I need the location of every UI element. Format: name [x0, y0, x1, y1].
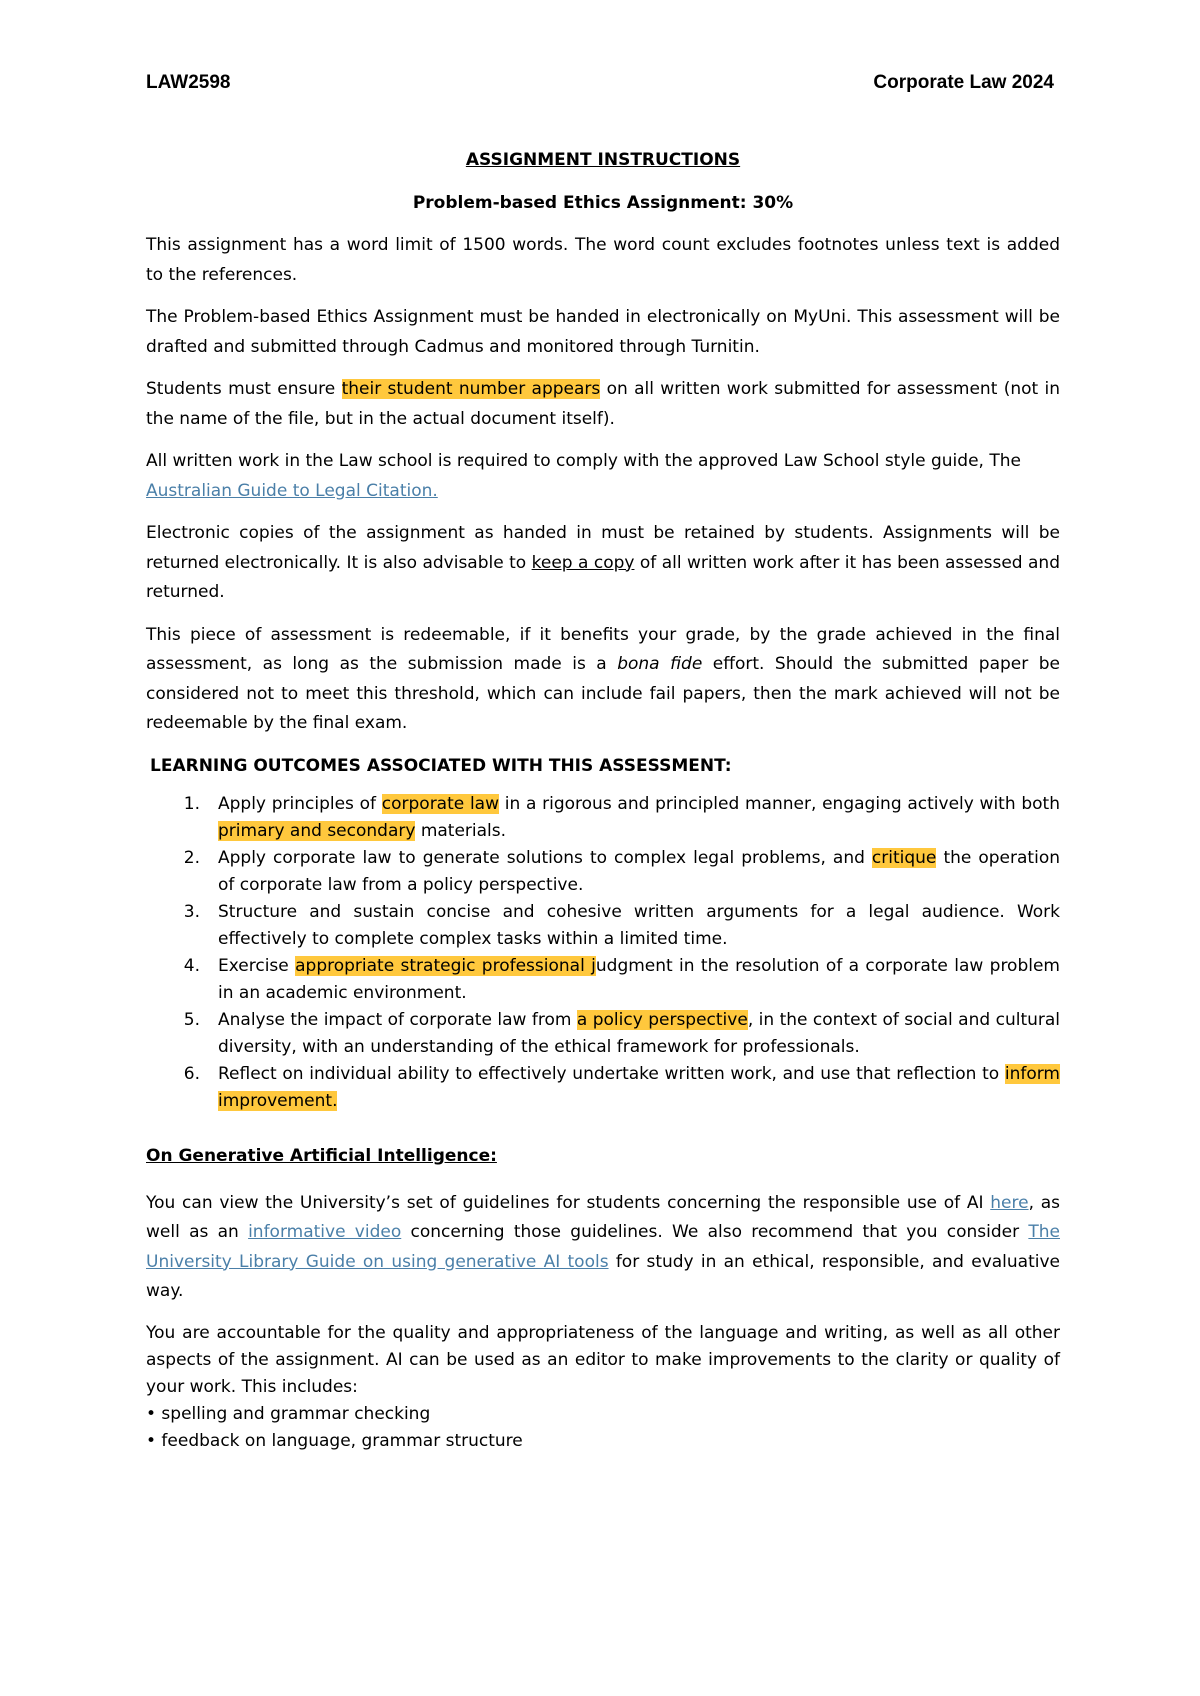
- list-item: 1. Apply principles of corporate law in a rigorous and principled manner, engaging actively with both primary and secondary materials.: [183, 794, 1060, 841]
- ai-uses-list: [146, 1401, 1060, 1455]
- page-header: [146, 72, 1054, 94]
- list-item: 2. Apply corporate law to generate solutions to complex legal problems, and critique the operation of corporate law from a policy perspective.: [183, 848, 1060, 895]
- italic-text: bona fide: [617, 654, 703, 674]
- accountability-paragraph: You are accountable for the quality and appropriateness of the language and writing, as well as all other aspects of the assignment. AI can be used as an editor to make improvements to the clarity or quality of your work. This includes:: [146, 1322, 1060, 1397]
- library-guide-link[interactable]: The University Library Guide on using generative AI tools: [146, 1222, 1060, 1272]
- informative-video-link[interactable]: informative video: [248, 1222, 402, 1242]
- aglc-link[interactable]: Australian Guide to Legal Citation.: [146, 480, 438, 501]
- ai-section-heading: On Generative Artificial Intelligence:: [146, 1146, 497, 1166]
- course-code: LAW2598: [146, 72, 231, 93]
- ai-guidelines-paragraph: You can view the University’s set of guidelines for students concerning the responsible use of AI here, as well as an informative video concerning those guidelines. We also recommend that you consider The University Library Guide on using generative AI tools for study in an ethical, responsible, and evaluative way.: [146, 1192, 1061, 1301]
- style-guide-paragraph: All written work in the Law school is required to comply with the approved Law School style guide, The Australian Guide to Legal Citation.: [146, 451, 1021, 501]
- word-limit-paragraph: This assignment has a word limit of 1500 words. The word count excludes footnotes unless text is added to the references.: [146, 235, 1060, 285]
- guidelines-link[interactable]: here: [990, 1192, 1029, 1213]
- list-item: 4. Exercise appropriate strategic professional judgment in the resolution of a corporate law problem in an academic environment.: [183, 956, 1060, 1003]
- underlined-text: keep a copy: [531, 552, 635, 573]
- submission-paragraph: The Problem-based Ethics Assignment must be handed in electronically on MyUni. This assessment will be drafted and submitted through Cadmus and monitored through Turnitin.: [146, 307, 1060, 357]
- page-title: ASSIGNMENT INSTRUCTIONS: [465, 150, 741, 170]
- list-item: 3. Structure and sustain concise and cohesive written arguments for a legal audience. Work effectively to complete complex tasks within a limited time.: [183, 902, 1060, 949]
- highlight: their student number appears: [341, 379, 601, 399]
- list-item: 5. Analyse the impact of corporate law from a policy perspective, in the context of social and cultural diversity, with an understanding of the ethical framework for professionals.: [183, 1010, 1061, 1057]
- learning-outcomes-list: [146, 791, 1060, 1115]
- learning-outcomes-heading: LEARNING OUTCOMES ASSOCIATED WITH THIS ASSESSMENT:: [150, 755, 732, 776]
- list-item: • feedback on language, grammar structure: [146, 1430, 523, 1451]
- list-item: 6. Reflect on individual ability to effectively undertake written work, and use that reflection to inform improvement.: [183, 1064, 1060, 1111]
- list-item: • spelling and grammar checking: [146, 1403, 431, 1424]
- electronic-copies-paragraph: Electronic copies of the assignment as handed in must be retained by students. Assignments will be returned electronically. It is also advisable to keep a copy of all written work after it has been assessed and returned.: [146, 523, 1060, 602]
- course-title: Corporate Law 2024: [873, 72, 1054, 93]
- redeemable-paragraph: This piece of assessment is redeemable, if it benefits your grade, by the grade achieved in the final assessment, as long as the submission made is a bona fide effort. Should the submitted paper be considered not to meet this threshold, which can include fail papers, then the mark achieved will not be redeemable by the final exam.: [146, 624, 1060, 733]
- page-subtitle: Problem-based Ethics Assignment: 30%: [412, 192, 794, 213]
- document-body: [146, 146, 1060, 1455]
- student-number-paragraph: Students must ensure their student number appears on all written work submitted for assessment (not in the name of the file, but in the actual document itself).: [146, 379, 1060, 429]
